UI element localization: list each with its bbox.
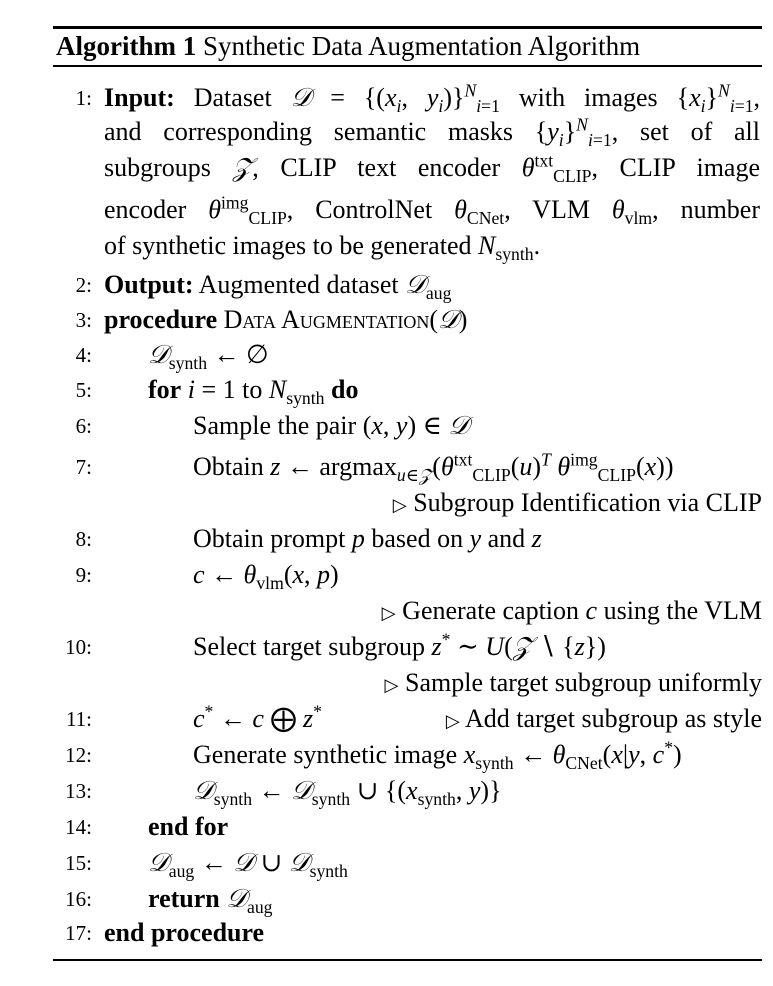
keyword-return: return [148, 884, 220, 913]
line-number: 10: [65, 635, 92, 659]
algorithm-label: Algorithm 1 [56, 31, 197, 61]
line-number: 7: [75, 455, 92, 479]
comment: ▷ Add target subgroup as style [445, 704, 762, 733]
keyword-end-procedure: end procedure [104, 918, 265, 947]
keyword-output: Output: [104, 270, 194, 299]
line-number: 13: [65, 779, 92, 803]
line-number: 4: [75, 343, 92, 367]
keyword-do: do [330, 375, 359, 404]
comment-triangle-icon: ▷ [445, 711, 460, 731]
algorithm-caption [56, 30, 640, 62]
keyword-end-for: end for [148, 812, 229, 841]
keyword-for: for [148, 375, 182, 404]
line-number: 11: [65, 707, 92, 731]
line-number: 16: [65, 887, 92, 911]
algorithm-title: Synthetic Data Augmentation Algorithm [202, 31, 641, 61]
procedure-name: Data Augmentation [223, 305, 430, 334]
comment-triangle-icon: ▷ [381, 603, 396, 623]
comment: ▷ Generate caption c using the VLM [381, 596, 762, 625]
comment: ▷ Subgroup Identification via CLIP [392, 488, 762, 517]
caption-rule [53, 65, 762, 67]
line-number: 5: [75, 378, 92, 402]
line-number: 8: [75, 527, 92, 551]
comment-triangle-icon: ▷ [384, 675, 399, 695]
top-rule [53, 26, 762, 29]
line-number: 3: [75, 308, 92, 332]
line-number: 2: [75, 273, 92, 297]
line-number: 17: [65, 921, 92, 945]
line-number: 15: [65, 851, 92, 875]
keyword-procedure: procedure [104, 305, 218, 334]
line-number: 12: [65, 743, 92, 767]
keyword-input: Input: [104, 83, 175, 112]
comment-triangle-icon: ▷ [392, 495, 407, 515]
line-number: 1: [75, 86, 92, 110]
line-number: 6: [75, 414, 92, 438]
comment: ▷ Sample target subgroup uniformly [384, 668, 762, 697]
line-number: 14: [65, 815, 92, 839]
input-line-1a: Input: Dataset 𝒟 = {($x_i$, $y_i)\}^N_{i=1}$ with images $\{x_i\}^N_{i=1}$, [104, 80, 761, 117]
bottom-rule [53, 959, 762, 961]
line-number: 9: [75, 563, 92, 587]
